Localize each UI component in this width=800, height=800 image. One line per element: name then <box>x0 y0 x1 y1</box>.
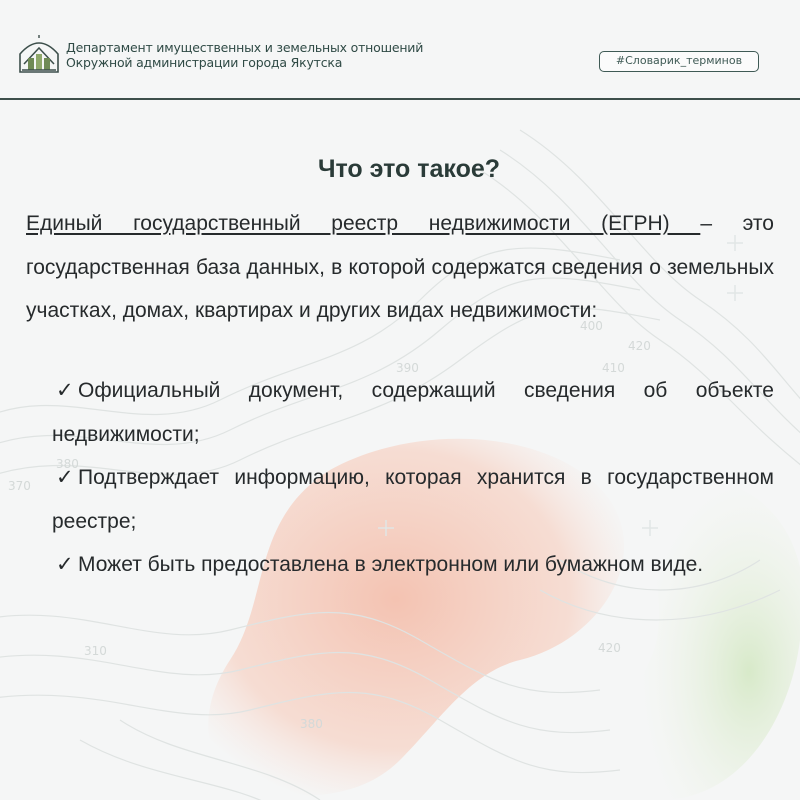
contour-label: 390 <box>396 361 419 375</box>
definition-paragraph <box>26 202 774 333</box>
contour-label: 420 <box>628 339 651 353</box>
feature-list <box>52 369 774 587</box>
list-item <box>52 543 774 587</box>
contour-label: 310 <box>84 644 107 658</box>
contour-label: 380 <box>56 457 79 471</box>
list-item <box>52 369 774 456</box>
definition-text: – это государственная база данных, в которой содержатся сведения о земельных участках, домах, квартирах и других видах недвижимости: <box>26 212 774 322</box>
checkmark-icon: ✓ <box>56 466 74 489</box>
list-item-text: Официальный документ, содержащий сведения об объекте недвижимости; <box>52 379 774 446</box>
page-title: Что это такое? <box>317 155 501 183</box>
contour-label: 410 <box>602 361 625 375</box>
contour-label: 380 <box>300 717 323 731</box>
contour-label: 420 <box>598 641 621 655</box>
checkmark-icon: ✓ <box>56 553 74 576</box>
department-line-2: Окружной администрации города Якутска <box>66 54 343 70</box>
hashtag-badge: #Словарик_терминов <box>599 51 759 72</box>
department-line-1: Департамент имущественных и земельных отношений <box>66 40 424 55</box>
contour-label: 370 <box>8 479 31 493</box>
list-item <box>52 456 774 543</box>
list-item-text: Подтверждает информацию, которая хранится в государственном реестре; <box>52 466 774 533</box>
list-item-text: Может быть предоставлена в электронном или бумажном виде. <box>78 553 704 576</box>
checkmark-icon: ✓ <box>56 379 74 402</box>
contour-label: 400 <box>580 319 603 333</box>
defined-term: Единый государственный реестр недвижимости (ЕГРН) <box>26 212 701 235</box>
